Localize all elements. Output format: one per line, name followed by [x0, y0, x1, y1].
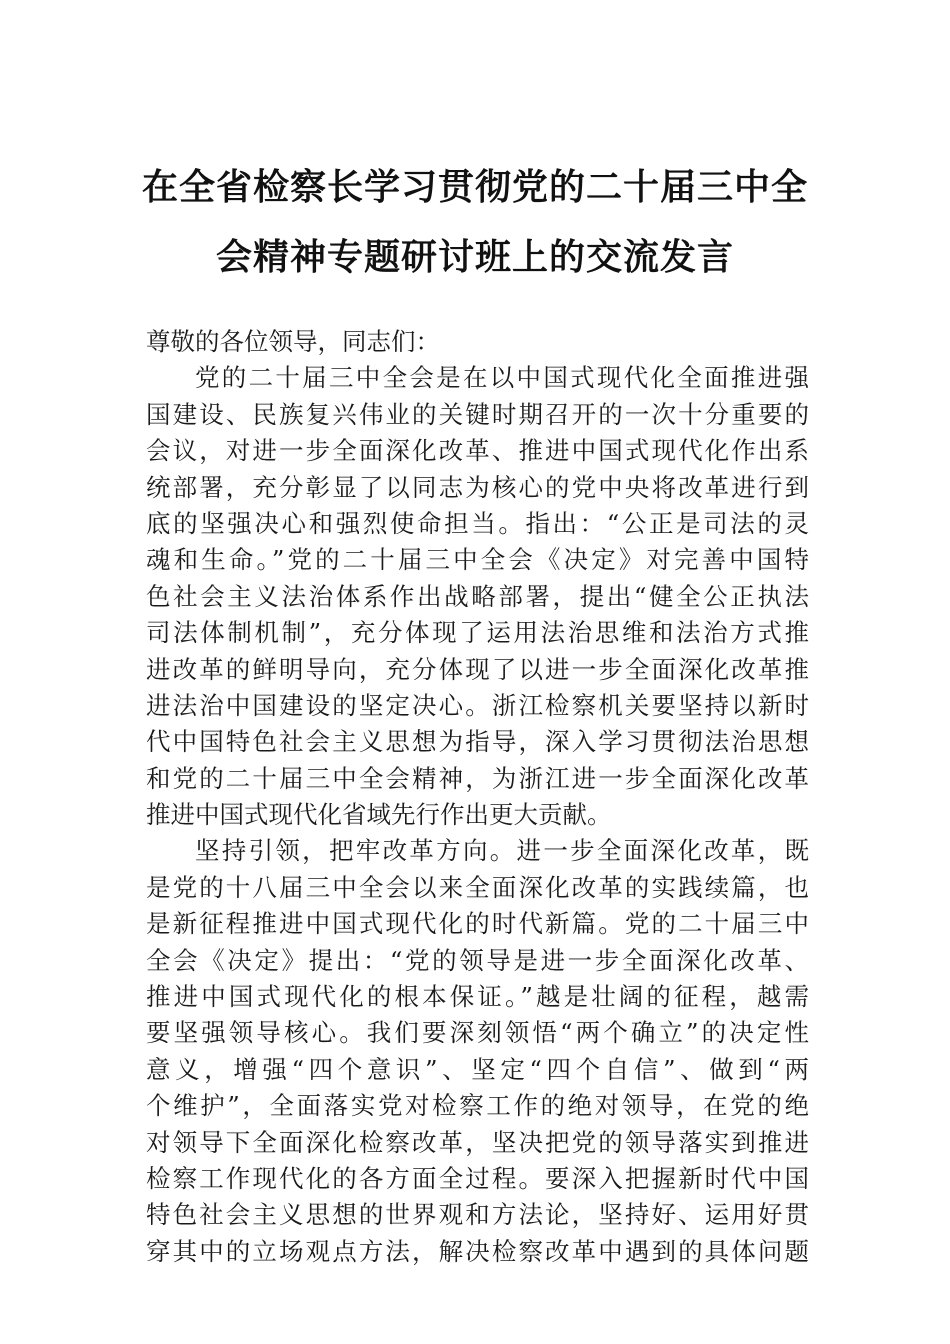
paragraph-line: 特色社会主义思想的世界观和方法论，坚持好、运用好贯 — [146, 1200, 809, 1230]
paragraph-line: 党的二十届三中全会是在以中国式现代化全面推进强 — [195, 363, 809, 393]
paragraph-line: 国建设、民族复兴伟业的关键时期召开的一次十分重要的 — [146, 399, 809, 429]
paragraph-line: 和党的二十届三中全会精神，为浙江进一步全面深化改革 — [146, 763, 809, 793]
salutation: 尊敬的各位领导，同志们： — [146, 327, 440, 356]
paragraph-line: 会议，对进一步全面深化改革、推进中国式现代化作出系 — [146, 436, 809, 466]
paragraph-line: 色社会主义法治体系作出战略部署，提出“健全公正执法 — [146, 581, 809, 611]
document-title-line-1: 在全省检察长学习贯彻党的二十届三中全 — [141, 166, 808, 208]
paragraph-line: 司法体制机制”，充分体现了运用法治思维和法治方式推 — [146, 618, 809, 648]
paragraph-line: 推进中国式现代化的根本保证。”越是壮阔的征程，越需 — [146, 982, 809, 1012]
paragraph-line: 是党的十八届三中全会以来全面深化改革的实践续篇，也 — [146, 872, 809, 902]
paragraph-line: 意义，增强“四个意识”、坚定“四个自信”、做到“两 — [146, 1054, 809, 1084]
paragraph-line: 魂和生命。”党的二十届三中全会《决定》对完善中国特 — [146, 545, 809, 575]
paragraph-line: 个维护”，全面落实党对检察工作的绝对领导，在党的绝 — [146, 1091, 809, 1121]
paragraph-line: 全会《决定》提出：“党的领导是进一步全面深化改革、 — [146, 945, 809, 975]
paragraph-2 — [146, 833, 809, 1270]
paragraph-line: 是新征程推进中国式现代化的时代新篇。党的二十届三中 — [146, 909, 809, 939]
document-body — [146, 324, 809, 1270]
paragraph-line: 检察工作现代化的各方面全过程。要深入把握新时代中国 — [146, 1163, 809, 1193]
paragraph-line: 统部署，充分彰显了以同志为核心的党中央将改革进行到 — [146, 472, 809, 502]
paragraph-line: 推进中国式现代化省域先行作出更大贡献。 — [146, 800, 612, 830]
paragraph-line: 底的坚强决心和强烈使命担当。指出：“公正是司法的灵 — [146, 508, 809, 538]
paragraph-line: 坚持引领，把牢改革方向。进一步全面深化改革，既 — [195, 836, 809, 866]
paragraph-line: 要坚强领导核心。我们要深刻领悟“两个确立”的决定性 — [146, 1018, 809, 1048]
paragraph-1 — [146, 360, 809, 833]
paragraph-line: 进法治中国建设的坚定决心。浙江检察机关要坚持以新时 — [146, 690, 809, 720]
document-title-line-2: 会精神专题研讨班上的交流发言 — [215, 236, 734, 278]
paragraph-line: 代中国特色社会主义思想为指导，深入学习贯彻法治思想 — [146, 727, 809, 757]
paragraph-line: 进改革的鲜明导向，充分体现了以进一步全面深化改革推 — [146, 654, 809, 684]
paragraph-line: 穿其中的立场观点方法，解决检察改革中遇到的具体问题 — [146, 1236, 809, 1266]
paragraph-line: 对领导下全面深化检察改革，坚决把党的领导落实到推进 — [146, 1127, 809, 1157]
